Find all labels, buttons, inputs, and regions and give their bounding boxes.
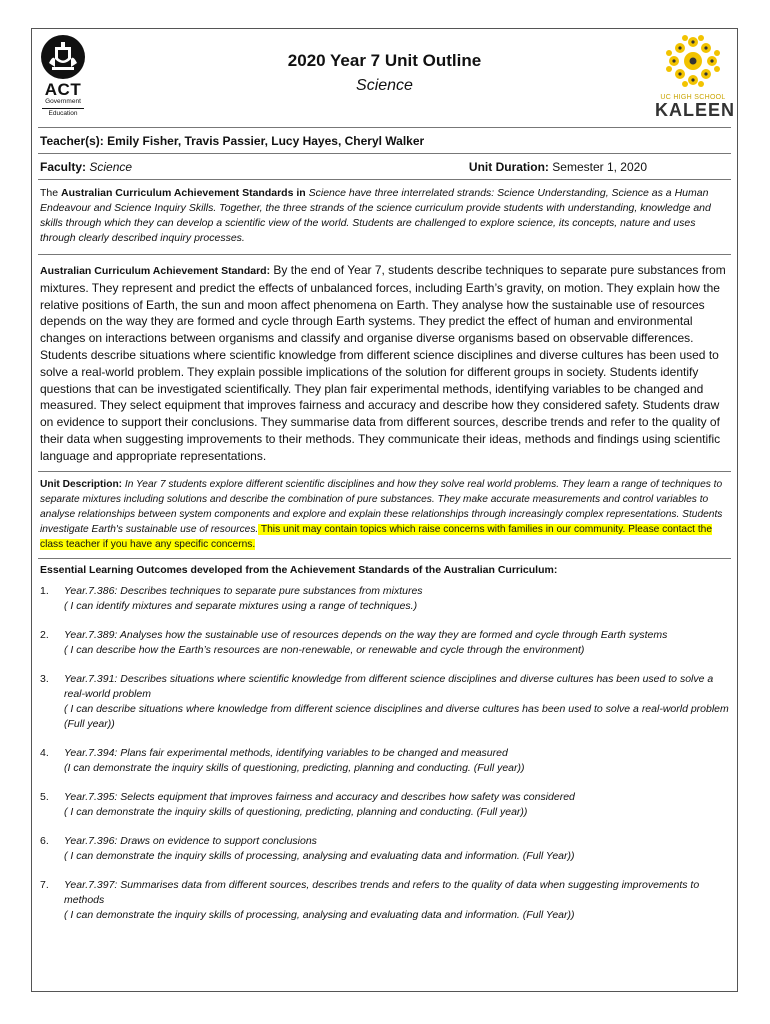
unit-duration-field [469,160,647,174]
outcome-number: 5. [40,790,49,803]
teachers-label: Teacher(s): [40,134,104,148]
act-government-label: Government [45,98,81,105]
achievement-standard [38,254,731,471]
outcome-text: Year.7.395: Selects equipment that improves fairness and accuracy and describes how safety was considered [64,790,575,803]
unit-duration-label: Unit Duration: [468,160,549,174]
unit-outline-page [31,28,738,992]
act-education-label: Education [48,110,78,117]
page-title: 2020 Year 7 Unit Outline [287,51,482,70]
unit-description-label: Unit Description: [40,478,123,490]
sunburst-icon [664,33,722,89]
outcome-number: 3. [40,672,49,685]
outcomes-list [40,584,729,923]
subject-title: Science [356,77,413,94]
outcome-subtext: ( I can demonstrate the inquiry skills of processing, analysing and evaluating data and information. (Full Year)) [64,849,575,862]
curriculum-intro [38,179,731,254]
faculty-row [38,153,731,179]
outcome-subtext: (I can demonstrate the inquiry skills of questioning, predicting, planning and conducting. (Full year)) [64,761,525,774]
outcome-item [40,628,729,658]
unit-duration-value: Semester 1, 2020 [552,160,647,174]
outcome-item [40,878,729,923]
outcome-text: Year.7.397: Summarises data from different sources, describes trends and refers to the quality of data when suggesting improvements to methods [64,878,700,906]
intro-lead: The [40,187,62,199]
learning-outcomes-title: Essential Learning Outcomes developed from the Achievement Standards of the Australian Curriculum: [40,563,558,576]
outcome-item [40,834,729,864]
achievement-standard-label: Australian Curriculum Achievement Standard: [40,265,271,277]
unit-description-highlight: This unit may contain topics which raise concerns with families in our community. Please contact the class teacher if you have any specific concerns. [40,523,712,550]
intro-bold: Australian Curriculum Achievement Standards in [61,187,306,199]
outcome-number: 4. [40,746,49,759]
teachers-row [38,127,731,153]
unit-description-text: In Year 7 students explore different scientific disciplines and how they solve real world problems. They learn a range of techniques to separate mixtures including solutions and describe the combination of pure substances. They make accurate measurements and control variables to analyse relationships between system components and explore and explain these relationships through increasingly complex representations. Students investigate Earth's sustainable use of resources. [40,478,723,535]
outcome-subtext: ( I can describe situations where knowledge from different science disciplines and diverse cultures has been used to solve a real-world problem (Full year)) [64,702,729,730]
faculty-value: Science [89,160,133,174]
outcome-number: 1. [40,584,49,597]
intro-text: Science have three interrelated strands: Science Understanding, Science as a Human Endeavour and Science Inquiry Skills. Together, the three strands of the science curriculum provide students with understanding, knowledge and skills through which they can develop a scientific view of the world. Students are challenged to explore science, its concepts, nature and uses through clearly described inquiry processes. [40,187,711,244]
outcome-item [40,584,729,614]
outcome-text: Year.7.391: Describes situations where scientific knowledge from different science disciplines and diverse cultures has been used to solve a real-world problem [64,672,714,700]
outcome-number: 2. [40,628,49,641]
teachers-value: Emily Fisher, Travis Passier, Lucy Hayes, Cheryl Walker [107,134,425,148]
outcome-item [40,672,729,732]
faculty-field [40,160,132,174]
outcome-text: Year.7.389: Analyses how the sustainable use of resources depends on the way they are formed and cycle through Earth systems [64,628,668,641]
outcome-subtext: ( I can demonstrate the inquiry skills of processing, analysing and evaluating data and information. (Full Year)) [64,908,575,921]
outcome-subtext: ( I can demonstrate the inquiry skills of questioning, predicting, planning and conducting. (Full year)) [64,805,528,818]
act-wordmark: ACT [44,80,82,99]
unit-description [38,471,731,558]
outcome-number: 7. [40,878,49,891]
outcome-text: Year.7.396: Draws on evidence to support conclusions [64,834,317,847]
school-logo [655,33,736,120]
outcome-item [40,746,729,776]
faculty-label: Faculty: [40,160,87,174]
school-logo-small-text: UC HIGH SCHOOL [660,94,726,101]
learning-outcomes [38,558,731,941]
outcome-item [40,790,729,820]
title-block [32,51,737,95]
outcome-number: 6. [40,834,49,847]
outcome-text: Year.7.386: Describes techniques to separate pure substances from mixtures [64,584,423,597]
achievement-standard-text: By the end of Year 7, students describe techniques to separate pure substances from mixtures. They represent and predict the effects of unbalanced forces, including Earth’s gravity, on motion. They explain how the relative positions of Earth, the sun and moon affect phenomena on Earth. They analyse how the sustainable use of resources depends on the way they are formed and cycle through Earth systems. They predict the effect of human and environmental changes on interactions between organisms and classify and organise diverse organisms based on observable differences. Students describe situations where scientific knowledge from different science disciplines and diverse cultures has been used to solve a real-world problem. They explain possible implications of the solution for different groups in society. Students identify questions that can be investigated scientifically. They plan fair experimental methods, identifying variables to be changed and measured. They select equipment that improves fairness and accuracy and describe how they considered safety. Students draw on evidence to support their conclusions. They summarise data from different sources, describe trends and refer to the quality of their data when suggesting improvements to their methods. They communicate their ideas, methods and findings using scientific language and appropriate representations. [40,263,726,463]
act-divider [42,108,84,109]
school-logo-name: KALEEN [655,100,736,120]
outcome-subtext: ( I can describe how the Earth’s resources are non-renewable, or renewable and cycle through the environment) [64,643,585,656]
outcome-subtext: ( I can identify mixtures and separate mixtures using a range of techniques.) [64,599,418,612]
header [32,29,737,127]
outcome-text: Year.7.394: Plans fair experimental methods, identifying variables to be changed and measured [64,746,508,759]
